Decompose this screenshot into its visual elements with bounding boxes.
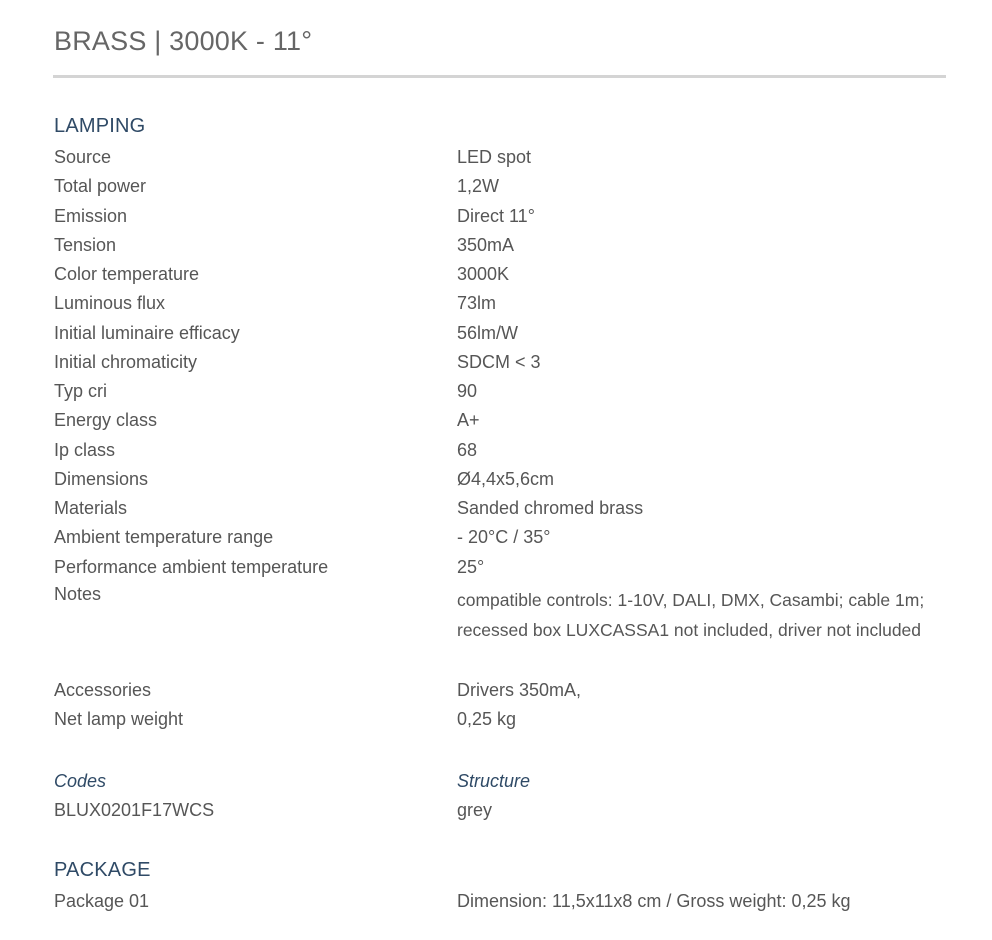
accessories-value: Drivers 350mA, xyxy=(457,680,582,700)
spec-label: Total power xyxy=(54,176,147,197)
net-weight-label: Net lamp weight xyxy=(54,709,184,729)
spec-value: A+ xyxy=(457,410,480,431)
spec-label: Ip class xyxy=(54,439,116,460)
codes-heading: Codes xyxy=(54,771,107,791)
spec-value: 350mA xyxy=(457,234,515,255)
notes-value: compatible controls: 1-10V, DALI, DMX, Casambi; cable 1m; recessed box LUXCASSA1 not included, driver not included xyxy=(457,590,925,640)
spec-label: Luminous flux xyxy=(54,293,166,314)
spec-value: Ø4,4x5,6cm xyxy=(457,468,555,489)
spec-row xyxy=(54,494,946,523)
spec-value: 56lm/W xyxy=(457,322,519,343)
spec-value: 73lm xyxy=(457,293,497,314)
spec-value: SDCM < 3 xyxy=(457,351,541,372)
spec-label: Tension xyxy=(54,234,117,255)
spec-row xyxy=(54,523,946,552)
spec-label: Initial chromaticity xyxy=(54,351,198,372)
spec-value: - 20°C / 35° xyxy=(457,527,551,548)
spec-row xyxy=(54,465,946,494)
package-value: Dimension: 11,5x11x8 cm / Gross weight: 0,25 kg xyxy=(457,891,851,911)
spec-label: Materials xyxy=(54,498,128,518)
notes-label: Notes xyxy=(54,584,102,604)
spec-label: Typ cri xyxy=(54,381,108,401)
lamping-heading: LAMPING xyxy=(54,115,146,137)
spec-label: Ambient temperature range xyxy=(54,527,274,548)
net-weight-value: 0,25 kg xyxy=(457,709,517,729)
spec-value: Sanded chromed brass xyxy=(457,498,644,518)
spec-value: Direct 11° xyxy=(457,205,535,226)
spec-row xyxy=(54,406,946,435)
product-code: BLUX0201F17WCS xyxy=(54,800,215,820)
spec-label: Performance ambient temperature xyxy=(54,556,329,577)
spec-value: 90 xyxy=(457,381,478,401)
spec-row xyxy=(54,143,946,172)
spec-label: Energy class xyxy=(54,410,158,431)
page-title: BRASS | 3000K - 11° xyxy=(54,26,313,56)
spec-row xyxy=(54,348,946,377)
spec-row xyxy=(54,202,946,231)
spec-row xyxy=(54,553,946,582)
spec-value: 68 xyxy=(457,439,478,460)
spec-row xyxy=(54,231,946,260)
title-divider xyxy=(53,75,946,78)
structure-value: grey xyxy=(457,800,493,820)
accessories-label: Accessories xyxy=(54,680,152,700)
spec-value: 25° xyxy=(457,556,485,577)
package-heading: PACKAGE xyxy=(54,859,151,881)
spec-row xyxy=(54,289,946,318)
spec-row xyxy=(54,319,946,348)
spec-value: 3000K xyxy=(457,264,510,284)
spec-label: Color temperature xyxy=(54,264,200,284)
spec-label: Initial luminaire efficacy xyxy=(54,322,240,343)
accessories-row xyxy=(54,676,946,705)
structure-heading: Structure xyxy=(457,771,531,791)
net-weight-row xyxy=(54,705,946,734)
spec-row xyxy=(54,260,946,289)
spec-label: Emission xyxy=(54,205,128,226)
spec-value: 1,2W xyxy=(457,176,500,197)
spec-row xyxy=(54,436,946,465)
spec-value: LED spot xyxy=(457,147,532,167)
package-label: Package 01 xyxy=(54,891,150,911)
spec-row xyxy=(54,377,946,406)
spec-label: Source xyxy=(54,147,112,167)
spec-label: Dimensions xyxy=(54,468,149,489)
notes-row xyxy=(54,580,946,670)
spec-row xyxy=(54,172,946,201)
